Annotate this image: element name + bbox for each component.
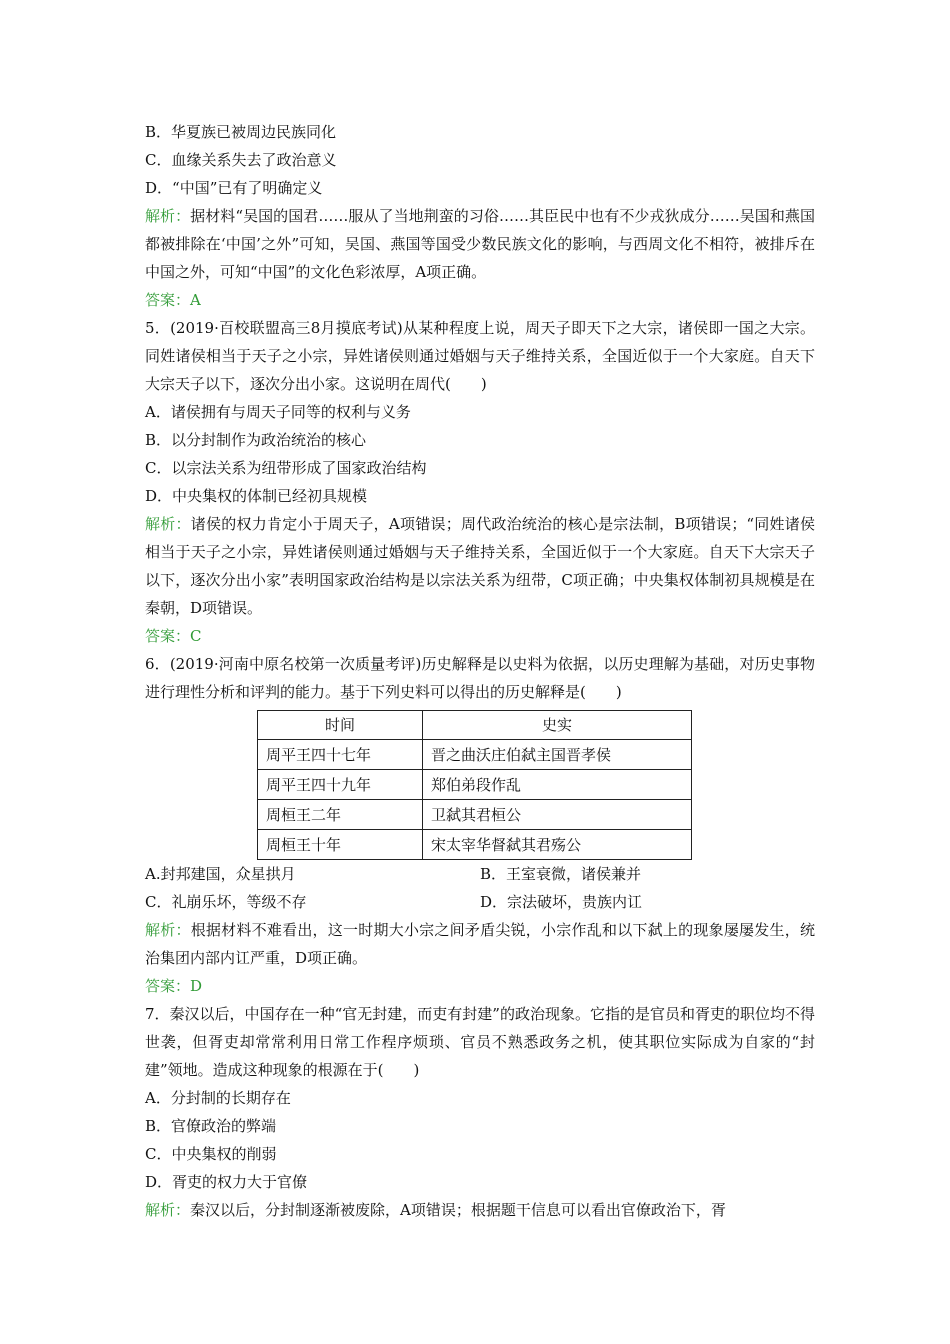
table-cell-time: 周桓王十年 — [258, 830, 423, 860]
q4-option-d: D．“中国”已有了明确定义 — [145, 179, 323, 197]
table-cell-fact: 宋太宰华督弑其君殇公 — [423, 830, 692, 860]
table-row — [258, 740, 692, 770]
q7-option-a: A．分封制的长期存在 — [145, 1089, 291, 1107]
q7-analysis — [145, 1196, 815, 1224]
table-header-row — [258, 711, 692, 740]
q5-option-c: C．以宗法关系为纽带形成了国家政治结构 — [145, 459, 427, 477]
table-cell-fact: 郑伯弟段作乱 — [423, 770, 692, 800]
analysis-label: 解析： — [145, 207, 191, 225]
q6-option-d: D．宗法破坏，贵族内讧 — [480, 893, 643, 911]
q5-analysis — [145, 510, 815, 622]
table-cell-time: 周平王四十七年 — [258, 740, 423, 770]
q6-options-row-2 — [145, 888, 815, 916]
q7-option-c: C．中央集权的削弱 — [145, 1145, 277, 1163]
q6-answer: 答案：D — [145, 977, 203, 995]
q6-analysis — [145, 916, 815, 972]
q6-history-table — [257, 710, 692, 860]
q6-option-b: B．王室衰微，诸侯兼并 — [480, 865, 642, 883]
q5-option-b: B．以分封制作为政治统治的核心 — [145, 431, 367, 449]
table-cell-fact: 卫弑其君桓公 — [423, 800, 692, 830]
q6-option-a: A.封邦建国，众星拱月 — [145, 865, 296, 883]
q5-option-a: A．诸侯拥有与周天子同等的权利与义务 — [145, 403, 411, 421]
q4-analysis-text: 据材料“吴国的国君……服从了当地荆蛮的习俗……其臣民中也有不少戎狄成分……吴国和燕国都被排除在‘中国’之外”可知，吴国、燕国等国受少数民族文化的影响，与西周文化不相符，被排斥在中国之外，可知“中国”的文化色彩浓厚，A项正确。 — [145, 207, 815, 281]
q7-option-d: D．胥吏的权力大于官僚 — [145, 1173, 308, 1191]
document-page — [145, 118, 815, 1224]
table-cell-fact: 晋之曲沃庄伯弑主国晋孝侯 — [423, 740, 692, 770]
q6-options-row-1 — [145, 860, 815, 888]
q4-answer: 答案：A — [145, 291, 201, 309]
q4-option-c: C．血缘关系失去了政治意义 — [145, 151, 337, 169]
q6-stem: 6．(2019·河南中原名校第一次质量考评)历史解释是以史料为依据，以历史理解为基础，对历史事物进行理性分析和评判的能力。基于下列史料可以得出的历史解释是( ) — [145, 655, 815, 701]
q6-option-c: C．礼崩乐坏，等级不存 — [145, 893, 307, 911]
table-cell-time: 周平王四十九年 — [258, 770, 423, 800]
table-row — [258, 770, 692, 800]
q7-option-b: B．官僚政治的弊端 — [145, 1117, 277, 1135]
q4-analysis — [145, 202, 815, 286]
q5-answer: 答案：C — [145, 627, 202, 645]
q5-stem: 5．(2019·百校联盟高三8月摸底考试)从某种程度上说，周天子即天下之大宗，诸侯即一国之大宗。 同姓诸侯相当于天子之小宗，异姓诸侯则通过婚姻与天子维持关系，全国近似于一个大家庭。自天下大宗天子以下，逐次分出小家。这说明在周代( ) — [145, 319, 815, 393]
table-cell-time: 周桓王二年 — [258, 800, 423, 830]
analysis-label: 解析： — [145, 921, 191, 939]
table-header-fact: 史实 — [423, 711, 692, 740]
analysis-label: 解析： — [145, 1201, 191, 1219]
q7-analysis-text: 秦汉以后，分封制逐渐被废除，A项错误；根据题干信息可以看出官僚政治下，胥 — [190, 1201, 726, 1219]
table-row — [258, 830, 692, 860]
analysis-label: 解析： — [145, 515, 191, 533]
q5-analysis-text: 诸侯的权力肯定小于周天子，A项错误；周代政治统治的核心是宗法制，B项错误；“同姓诸侯相当于天子之小宗，异姓诸侯则通过婚姻与天子维持关系，全国近似于一个大家庭。自天下大宗天子以下，逐次分出小家”表明国家政治结构是以宗法关系为纽带，C项正确；中央集权体制初具规模是在秦朝，D项错误。 — [145, 515, 815, 617]
table-header-time: 时间 — [258, 711, 423, 740]
q4-option-b: B．华夏族已被周边民族同化 — [145, 123, 337, 141]
q5-option-d: D．中央集权的体制已经初具规模 — [145, 487, 368, 505]
q7-stem: 7．秦汉以后，中国存在一种“官无封建，而吏有封建”的政治现象。它指的是官员和胥吏的职位均不得世袭，但胥吏却常常利用日常工作程序烦琐、官员不熟悉政务之机，使其职位实际成为自家的“封建”领地。造成这种现象的根源在于( ) — [145, 1005, 815, 1079]
table-row — [258, 800, 692, 830]
q6-analysis-text: 根据材料不难看出，这一时期大小宗之间矛盾尖锐，小宗作乱和以下弑上的现象屡屡发生，统治集团内部内讧严重，D项正确。 — [145, 921, 815, 967]
